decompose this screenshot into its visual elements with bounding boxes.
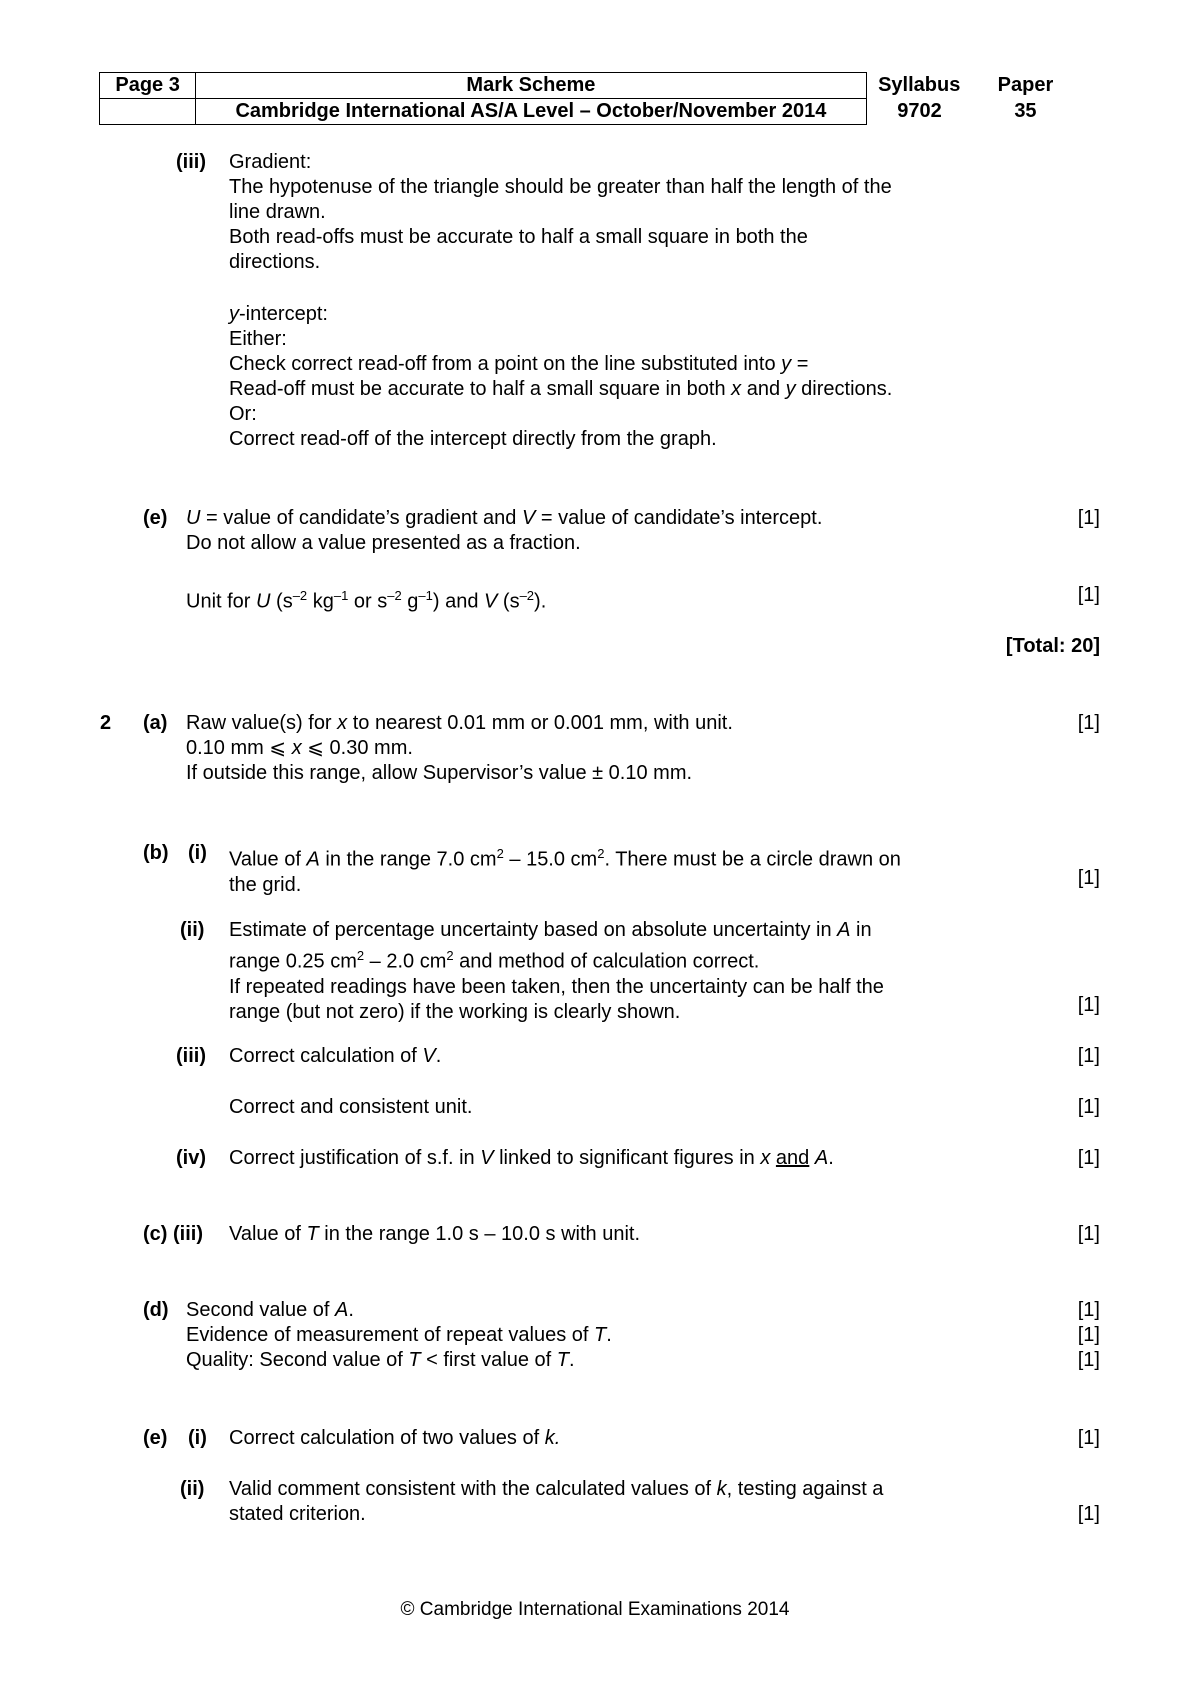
paper-label: Paper bbox=[997, 74, 1054, 96]
paper-value: 35 bbox=[1014, 100, 1037, 122]
part-d-text: Second value of A. Evidence of measurement of repeat values of T. Quality: Second value of T < first value of T. bbox=[186, 1299, 612, 1371]
part-label-c-iii: (c) (iii) bbox=[143, 1223, 203, 1245]
part-eii-text: Valid comment consistent with the calculated values of k, testing against a stated criterion. bbox=[229, 1478, 884, 1525]
part-label-iii: (iii) bbox=[176, 151, 206, 173]
mark: [1] bbox=[1077, 1427, 1100, 1449]
mark: [1] bbox=[1077, 1324, 1100, 1346]
text-line: Either: bbox=[229, 328, 287, 350]
mark: [1] bbox=[1077, 994, 1100, 1016]
part-biii-text bbox=[229, 1044, 441, 1069]
footer-copyright: © Cambridge International Examinations 2014 bbox=[400, 1599, 790, 1620]
text-line: The hypotenuse of the triangle should be greater than half the length of the bbox=[229, 176, 892, 198]
text-line: If repeated readings have been taken, then the uncertainty can be half the bbox=[229, 975, 884, 998]
page-number: Page 3 bbox=[100, 73, 196, 99]
sub-label-ii: (ii) bbox=[180, 1478, 205, 1500]
unit-line: Unit for U ($s^{-2}$ $kg^{-1}$ or $s^{-2}$ $g^{-1}$) and V $(s^{-2})$. bbox=[186, 588, 547, 613]
sub-label-i: (i) bbox=[188, 842, 207, 864]
sub-label-i: (i) bbox=[188, 1427, 207, 1449]
text-line: Correct and consistent unit. bbox=[229, 1096, 473, 1118]
intercept-criteria bbox=[229, 302, 892, 452]
part-ei-text: Correct calculation of two values of k. bbox=[229, 1427, 561, 1449]
mark: [1] bbox=[1077, 712, 1100, 734]
mark: [1] bbox=[1077, 1045, 1100, 1067]
text-line: Value of A in the range 7.0 $cm^2 - 15.0$ $cm^2$. There must be a circle drawn on bbox=[229, 846, 901, 871]
text-line: U = value of candidate’s gradient and V = value of candidate’s intercept. bbox=[186, 507, 823, 529]
mark: [1] bbox=[1077, 867, 1100, 889]
sub-label-ii: (ii) bbox=[180, 919, 205, 941]
text-line: Check correct read-off from a point on the line substituted into y = bbox=[229, 353, 809, 375]
part-bii-text bbox=[229, 918, 884, 1025]
mark: [1] bbox=[1077, 584, 1100, 606]
document-subtitle: Cambridge International AS/A Level – October/November 2014 bbox=[196, 99, 866, 125]
part-a-text bbox=[186, 711, 733, 786]
question-number: 2 bbox=[100, 712, 112, 734]
part-label-b: (b) bbox=[143, 842, 169, 864]
text-line: Read-off must be accurate to half a small square in both x and y directions. bbox=[229, 378, 893, 400]
document-title: Mark Scheme bbox=[196, 73, 866, 99]
text-line: Or: bbox=[229, 403, 257, 425]
mark: [1] bbox=[1077, 1349, 1100, 1371]
mark: [1] bbox=[1077, 1503, 1100, 1525]
text-line: Raw value(s) for x to nearest 0.01 mm or 0.001 mm, with unit. bbox=[186, 712, 733, 734]
mark: [1] bbox=[1077, 1223, 1100, 1245]
text-line: Do not allow a value presented as a fraction. bbox=[186, 532, 581, 554]
text-line: Both read-offs must be accurate to half a small square in both the bbox=[229, 226, 808, 248]
text-line: Correct calculation of V. bbox=[229, 1045, 442, 1067]
text-line: y-intercept: bbox=[229, 303, 328, 325]
text-line: range (but not zero) if the working is clearly shown. bbox=[229, 1000, 681, 1023]
gradient-criteria bbox=[229, 150, 892, 275]
syllabus-label: Syllabus bbox=[878, 74, 961, 96]
syllabus-value: 9702 bbox=[897, 100, 942, 122]
mark: [1] bbox=[1077, 1096, 1100, 1118]
text-line: Correct read-off of the intercept directly from the graph. bbox=[229, 428, 717, 450]
part-bi-text bbox=[229, 841, 901, 898]
sub-label-iii: (iii) bbox=[176, 1045, 206, 1067]
part-label-e: (e) bbox=[143, 507, 168, 529]
text-line: line drawn. bbox=[229, 201, 326, 223]
part-label-d: (d) bbox=[143, 1299, 169, 1321]
part-c-text: Value of T in the range 1.0 s – 10.0 s with unit. bbox=[229, 1223, 640, 1245]
part-e-text bbox=[186, 506, 822, 556]
text-line: the grid. bbox=[229, 873, 302, 896]
mark: [1] bbox=[1077, 1147, 1100, 1169]
part-biv-text: Correct justification of s.f. in V linked to significant figures in x and A. bbox=[229, 1147, 834, 1169]
text-line: If outside this range, allow Supervisor’s value ± 0.10 mm. bbox=[186, 762, 693, 784]
text-line: 0.10 mm ⩽ x ⩽ 0.30 mm. bbox=[186, 737, 413, 759]
mark: [1] bbox=[1077, 1299, 1100, 1321]
text-line: Gradient: bbox=[229, 151, 312, 173]
text-line: range 0.25 $cm^2 - 2.0$ $cm^2$ and method of calculation correct. bbox=[229, 948, 760, 973]
text-line: directions. bbox=[229, 251, 321, 273]
text-line: Estimate of percentage uncertainty based on absolute uncertainty in A in bbox=[229, 919, 872, 941]
total-marks: [Total: 20] bbox=[1005, 635, 1100, 657]
page-header bbox=[99, 72, 1079, 125]
mark: [1] bbox=[1077, 507, 1100, 529]
sub-label-iv: (iv) bbox=[176, 1147, 206, 1169]
part-label-a: (a) bbox=[143, 712, 168, 734]
part-label-e2: (e) bbox=[143, 1427, 168, 1449]
